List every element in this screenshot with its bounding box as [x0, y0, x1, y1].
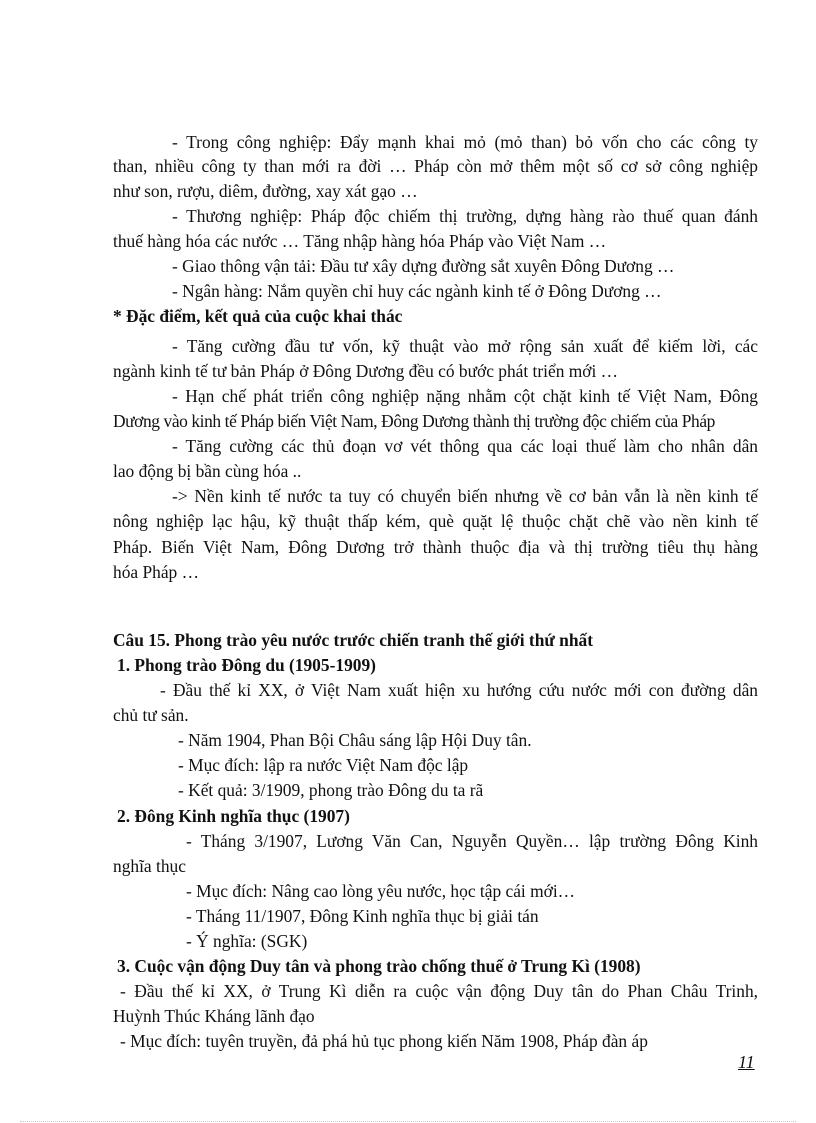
- paragraph-line: - Ngân hàng: Nắm quyền chỉ huy các ngành kinh tế ở Đông Dương …: [172, 281, 662, 301]
- subsection-heading: 3. Cuộc vận động Duy tân và phong trào chống thuế ở Trung Kì (1908): [117, 956, 641, 976]
- paragraph-line: - Hạn chế phát triển công nghiệp nặng nhằm cột chặt kinh tế Việt Nam, Đông: [172, 386, 758, 406]
- paragraph-line: nghĩa thục: [113, 856, 186, 876]
- subsection-heading: 2. Đông Kinh nghĩa thục (1907): [117, 806, 350, 826]
- paragraph-line: - Đầu thế kỉ XX, ở Trung Kì diễn ra cuộc vận động Duy tân do Phan Châu Trinh,: [120, 981, 758, 1001]
- paragraph-line: Dương vào kinh tế Pháp biến Việt Nam, Đông Dương thành thị trường độc chiếm của Pháp: [113, 411, 715, 431]
- paragraph-line: - Tăng cường đầu tư vốn, kỹ thuật vào mở rộng sản xuất để kiếm lời, các: [172, 336, 758, 356]
- paragraph-line: than, nhiều công ty than mới ra đời … Pháp còn mở thêm một số cơ sở công nghiệp: [113, 156, 758, 176]
- paragraph-line: - Trong công nghiệp: Đẩy mạnh khai mỏ (mỏ than) bỏ vốn cho các công ty: [172, 132, 758, 152]
- paragraph-line: - Mục đích: tuyên truyền, đả phá hủ tục phong kiến Năm 1908, Pháp đàn áp: [120, 1031, 648, 1051]
- paragraph-line: - Mục đích: lập ra nước Việt Nam độc lập: [178, 755, 469, 775]
- section-heading: * Đặc điểm, kết quả của cuộc khai thác: [113, 306, 403, 326]
- paragraph-line: - Thương nghiệp: Pháp độc chiếm thị trường, dựng hàng rào thuế quan đánh: [172, 206, 758, 226]
- paragraph-line: - Tăng cường các thủ đoạn vơ vét thông qua các loại thuế làm cho nhân dân: [172, 436, 758, 456]
- paragraph-line: chủ tư sản.: [113, 705, 189, 725]
- paragraph-line: - Giao thông vận tải: Đầu tư xây dựng đường sắt xuyên Đông Dương …: [172, 256, 675, 276]
- paragraph-line: ngành kinh tế tư bản Pháp ở Đông Dương đều có bước phát triển mới …: [113, 361, 619, 381]
- paragraph-line: thuế hàng hóa các nước … Tăng nhập hàng hóa Pháp vào Việt Nam …: [113, 231, 607, 251]
- question-heading: Câu 15. Phong trào yêu nước trước chiến tranh thế giới thứ nhất: [113, 630, 593, 650]
- paragraph-line: - Kết quả: 3/1909, phong trào Đông du ta rã: [178, 780, 484, 800]
- paragraph-line: hóa Pháp …: [113, 562, 199, 582]
- paragraph-line: nông nghiệp lạc hậu, kỹ thuật thấp kém, què quặt lệ thuộc chặt chẽ vào nền kinh tế: [113, 511, 758, 531]
- paragraph-line: như son, rượu, diêm, đường, xay xát gạo …: [113, 181, 418, 201]
- paragraph-line: - Mục đích: Nâng cao lòng yêu nước, học tập cái mới…: [186, 881, 576, 901]
- paragraph-line: lao động bị bần cùng hóa ..: [113, 461, 302, 481]
- paragraph-line: - Tháng 11/1907, Đông Kinh nghĩa thục bị giải tán: [186, 906, 539, 926]
- subsection-heading: 1. Phong trào Đông du (1905-1909): [117, 655, 376, 675]
- paragraph-line: Pháp. Biến Việt Nam, Đông Dương trở thành thuộc địa và thị trường tiêu thụ hàng: [113, 537, 758, 557]
- paragraph-line: Huỳnh Thúc Kháng lãnh đạo: [113, 1006, 315, 1026]
- paragraph-line: - Tháng 3/1907, Lương Văn Can, Nguyễn Quyền… lập trường Đông Kinh: [186, 831, 758, 851]
- page-number: 11: [738, 1052, 755, 1072]
- paragraph-line: -> Nền kinh tế nước ta tuy có chuyển biến nhưng về cơ bản vẫn là nền kinh tế: [172, 486, 758, 506]
- page-bottom-rule: [20, 1121, 796, 1122]
- paragraph-line: - Đầu thế kỉ XX, ở Việt Nam xuất hiện xu hướng cứu nước mới con đường dân: [160, 680, 758, 700]
- paragraph-line: - Ý nghĩa: (SGK): [186, 931, 308, 951]
- paragraph-line: - Năm 1904, Phan Bội Châu sáng lập Hội Duy tân.: [178, 730, 532, 750]
